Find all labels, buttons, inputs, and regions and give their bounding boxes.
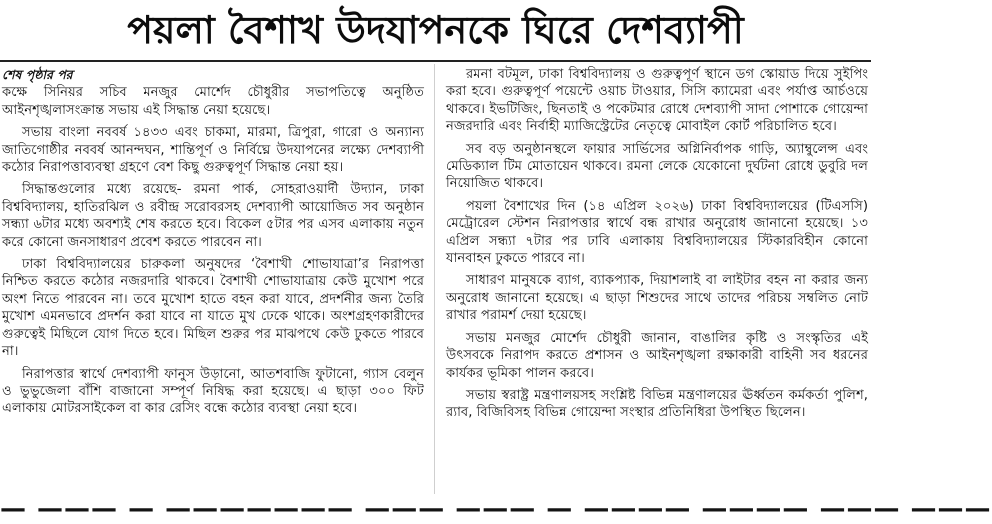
next-headline-strip xyxy=(0,492,992,524)
paragraph: সভায় স্বরাষ্ট্র মন্ত্রণালয়সহ সংশ্লিষ্ট বিভিন্ন মন্ত্রণালয়ের ঊর্ধ্বতন কর্মকর্তা পুলিশ, র‌্যাব, বিজিবিসহ বিভিন্ন গোয়েন্দা সংস্থার প্রতিনিধিরা উপস্থিত ছিলেন। xyxy=(446,387,868,421)
paragraph: সভায় মনজুর মোর্শেদ চৌধুরী জানান, বাঙালির কৃষ্টি ও সংস্কৃতির এই উৎসবকে নিরাপদ করতে প্রশাসন ও আইনশৃঙ্খলা রক্ষাকারী বাহিনী সব ধরনের কার্যকর ভূমিকা পালন করবে। xyxy=(446,330,868,381)
paragraph: নিরাপত্তার স্বার্থে দেশব্যাপী ফানুস উড়ানো, আতশবাজি ফুটানো, গ্যাস বেলুন ও ভুভুজেলা বাঁশি বাজানো সম্পূর্ণ নিষিদ্ধ করা হয়েছে। এ ছাড়া ৩০০ ফিট এলাকায় মোটরসাইকেল বা কার রেসিং বন্ধে কঠোর ব্যবস্থা নেয়া হবে। xyxy=(2,366,424,417)
article-column-right xyxy=(446,66,868,490)
paragraph: সভায় বাংলা নববর্ষ ১৪৩৩ এবং চাকমা, মারমা, ত্রিপুরা, গারো ও অন্যান্য জাতিগোষ্ঠীর নববর্ষ আনন্দঘন, শান্তিপূর্ণ ও নির্বিঘ্নে উদযাপনের লক্ষ্যে দেশব্যাপী কঠোর নিরাপত্তাব্যবস্থা গ্রহণে বেশ কিছু গুরুত্বপূর্ণ সিদ্ধান্ত নেয়া হয়। xyxy=(2,125,424,176)
headline-rule xyxy=(0,60,871,62)
paragraph: পয়লা বৈশাখের দিন (১৪ এপ্রিল ২০২৬) ঢাকা বিশ্ববিদ্যালয়ের (টিএসসি) মেট্রোরেল স্টেশন নিরাপত্তার স্বার্থে বন্ধ রাখার অনুরোধ জানানো হয়েছে। ১৩ এপ্রিল সন্ধ্যা ৭টার পর ঢাবি এলাকায় বিশ্ববিদ্যালয়ের স্টিকারবিহীন কোনো যানবাহন ঢুকতে পারবে না। xyxy=(446,198,868,267)
paragraph: সব বড় অনুষ্ঠানস্থলে ফায়ার সার্ভিসের অগ্নিনির্বাপক গাড়ি, অ্যাম্বুলেন্স এবং মেডিক্যাল টিম মোতায়েন থাকবে। রমনা লেকে যেকোনো দুর্ঘটনা রোধে ডুবুরি দল নিয়োজিত থাকবে। xyxy=(446,141,868,192)
paragraph: সাধারণ মানুষকে ব্যাগ, ব্যাকপ্যাক, দিয়াশলাই বা লাইটার বহন না করার জন্য অনুরোধ জানানো হয়েছে। এ ছাড়া শিশুদের সাথে তাদের পরিচয় সম্বলিত নোট রাখার পরামর্শ দেয়া হয়েছে। xyxy=(446,273,868,324)
continued-label: শেষ পৃষ্ঠার পর xyxy=(2,67,73,82)
paragraph: সিদ্ধান্তগুলোর মধ্যে রয়েছে- রমনা পার্ক, সোহরাওয়ার্দী উদ্যান, ঢাকা বিশ্ববিদ্যালয়, হাতিরঝিল ও রবীন্দ্র সরোবরসহ দেশব্যাপী আয়োজিত সব অনুষ্ঠান সন্ধ্যা ৬টার মধ্যে অবশ্যই শেষ করতে হবে। বিকেল ৫টার পর এসব এলাকায় নতুন করে কোনো জনসাধারণ প্রবেশ করতে পারবেন না। xyxy=(2,182,425,250)
paragraph: কক্ষে সিনিয়র সচিব মনজুর মোর্শেদ চৌধুরীর সভাপতিত্বে অনুষ্ঠিত আইনশৃঙ্খলাসংক্রান্ত সভায় এই সিদ্ধান্ত নেয়া হয়েছে। xyxy=(2,85,424,118)
column-divider xyxy=(434,64,435,494)
paragraph: ঢাকা বিশ্ববিদ্যালয়ের চারুকলা অনুষদের ‘বৈশাখী শোভাযাত্রা’র নিরাপত্তা নিশ্চিত করতে কঠোর নজরদারি থাকবে। বৈশাখী শোভাযাত্রায় কেউ মুখোশ পরে অংশ নিতে পারবেন না। তবে মুখোশ হাতে বহন করা যাবে, প্রদর্শনীর জন্য তৈরি মুখোশ এমনভাবে প্রদর্শন করা যাবে না যাতে মুখ ঢেকে থাকে। অংশগ্রহণকারীদের গুরুত্বেই মিছিলে যোগ দিতে হবে। মিছিল শুরুর পর মাঝপথে কেউ ঢুকতে পারবে না। xyxy=(2,257,424,360)
next-headline-text: — ——— — ——————— ——— ——— — ———— ———— ——— ——— xyxy=(0,494,992,524)
article-column-left xyxy=(2,66,424,490)
paragraph: রমনা বটমূল, ঢাকা বিশ্ববিদ্যালয় ও গুরুত্বপূর্ণ স্থানে ডগ স্কোয়াড দিয়ে সুইপিং করা হবে। গুরুত্বপূর্ণ পয়েন্টে ওয়াচ টাওয়ার, সিসি ক্যামেরা এবং পর্যাপ্ত আর্চওয়ে থাকবে। ইভটিজিং, ছিনতাই ও পকেটমার রোধে দেশব্যাপী সাদা পোশাকে গোয়েন্দা নজরদারি এবং নির্বাহী ম্যাজিস্ট্রেটের নেতৃত্বে মোবাইল কোর্ট পরিচালিত হবে। xyxy=(446,67,868,135)
headline: পয়লা বৈশাখ উদযাপনকে ঘিরে দেশব্যাপী xyxy=(127,8,744,52)
